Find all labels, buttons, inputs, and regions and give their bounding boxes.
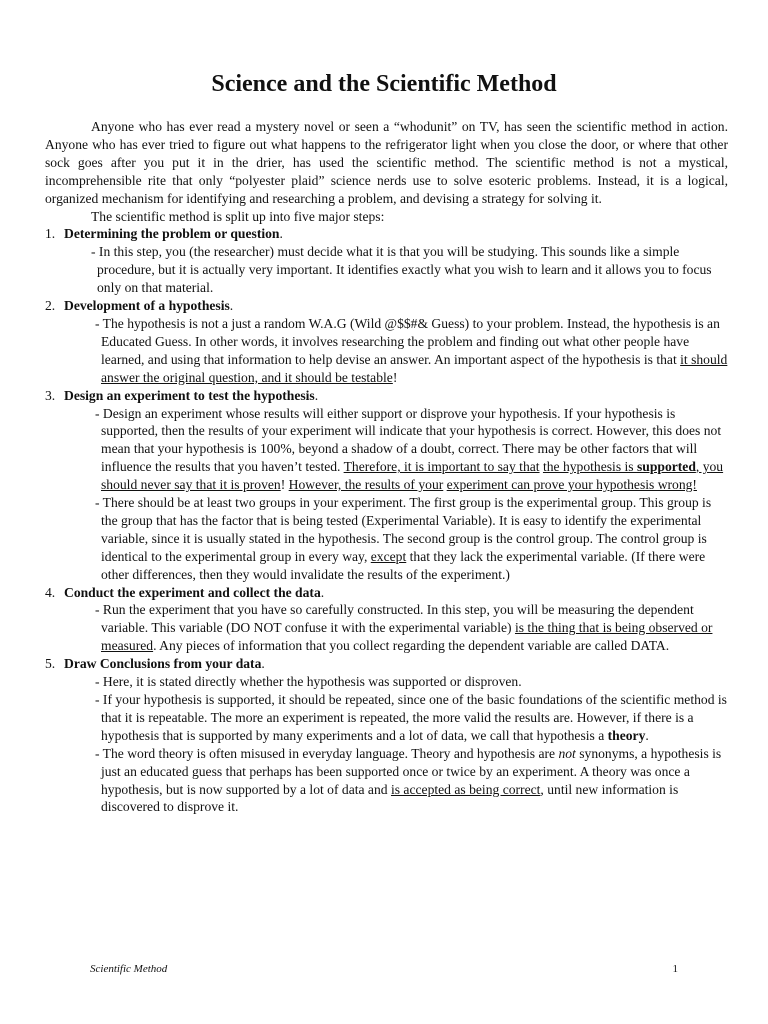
intro-paragraph: Anyone who has ever read a mystery novel or seen a “whodunit” on TV, has seen the scientific method in action. Anyone who has ever tried to figure out what happens to the refrigerator light when you close the door, or where that other sock goes after you put it in the drier, has used the scientific method. The scientific method is not a mystical, incomprehensible rite that only “polyester plaid” science nerds use to solve esoteric problems. Instead, it is a logical, organized mechanism for identifying and researching a problem, and devising a strategy for solving it.: [45, 119, 728, 206]
step-title: Draw Conclusions from your data: [64, 656, 262, 672]
bold-text: theory: [607, 727, 646, 743]
step-title: Development of a hypothesis: [64, 298, 230, 314]
step-2: 2. Development of a hypothesis. - The hypothesis is not a just a random W.A.G (Wild @$$#& Guess) to your problem. Instead, the hypothesis is an Educated Guess. In other words, it involves researching the problem and finding out what other people have learned, and using that information to help devise an answer. An important aspect of the hypothesis is that it should answer the original question, and it should be testable!: [45, 298, 728, 385]
text-run: that they lack the experimental variable. (If there were other differences, then they would invalidate the results of the experiment.): [101, 548, 706, 582]
text-run: - Run the experiment that you have so carefully constructed. In this step, you will be measuring the dependent variable. This variable (DO NOT confuse it with the experimental variable): [95, 602, 694, 636]
step-title: Determining the problem or question: [64, 226, 280, 242]
page-number: 1: [672, 963, 678, 975]
underlined-text: experiment can prove your hypothesis wrong!: [446, 477, 697, 493]
underlined-text: is accepted as being correct: [390, 781, 541, 797]
step-5-bullet-1: - Here, it is stated directly whether the hypothesis was supported or disproven.: [95, 674, 522, 690]
underlined-text: except: [370, 548, 407, 564]
step-5: 5. Draw Conclusions from your data. - Here, it is stated directly whether the hypothesis was supported or disproven. - If your hypothesis is supported, it should be repeated, since one of the basic foundations of the scientific method is that it is repeatable. The more an experiment is repeated, the more valid the results are. However, if there is a hypothesis that is supported by many experiments and a lot of data, we call that hypothesis a theory. - The word theory is often misused in everyday language. Theory and hypothesis are not synonyms, a hypothesis is just an educated guess that perhaps has been supported once or twice by an experiment. A theory was once a hypothesis, but is now supported by a lot of data and is accepted as being correct, until new information is discovered to disprove it.: [45, 656, 727, 815]
footer-title: Scientific Method: [90, 963, 168, 975]
step-4-bullet-1: [45, 601, 728, 655]
step-number: 4.: [45, 584, 56, 600]
steps-intro: The scientific method is split up into five major steps:: [91, 208, 385, 224]
underlined-text: is the thing that is being observed or measured: [101, 620, 713, 654]
step-number: 2.: [45, 298, 56, 314]
text-run: - There should be at least two groups in your experiment. The first group is the experimental group. This group is the group that has the factor that is being tested (Experimental Variable). It is easy to identify the experimental variable, since it is usually stated in the hypothesis. The second group is the control group. The control group is identical to the experimental group in every way,: [95, 495, 712, 564]
step-number: 1.: [45, 226, 56, 242]
step-title: Design an experiment to test the hypothesis: [64, 387, 315, 403]
text-run: . Any pieces of information that you collect regarding the dependent variable are called DATA.: [153, 638, 670, 654]
text-run: !: [392, 369, 398, 385]
step-number: 3.: [45, 387, 56, 403]
step-3: 3. Design an experiment to test the hypothesis. - Design an experiment whose results will either support or disprove your hypothesis. If your hypothesis is supported, then the results of your experiment will indicate that your hypothesis is correct. However, this does not mean that your hypothesis is 100%, beyond a shadow of a doubt, correct. There may be other factors that will influence the results that you haven’t tested. Therefore, it is important to say that the hypothesis is supported, you should never say that it is proven! However, the results of your experiment can prove your hypothesis wrong! - There should be at least two groups in your experiment. The first group is the experimental group. This group is the group that has the factor that is being tested (Experimental Variable). It is easy to identify the experimental variable, since it is usually stated in the hypothesis. The second group is the control group. The control group is identical to the experimental group in every way, except that they lack the experimental variable. (If there were other differences, then they would invalidate the results of the experiment.): [45, 387, 728, 584]
step-1-bullet-1: - In this step, you (the researcher) must decide what it is that you will be studying. This sounds like a simple procedure, but it is actually very important. It identifies exactly what you wish to learn and it allows you to focus only on that material.: [91, 244, 712, 296]
text-run: !: [280, 477, 289, 493]
bold-text: supported: [636, 459, 696, 475]
text-run: - The word theory is often misused in everyday language. Theory and hypothesis are: [95, 745, 559, 761]
step-number: 5.: [45, 656, 56, 672]
step-title: Conduct the experiment and collect the data: [64, 584, 321, 600]
step-2-bullet-1: [45, 315, 728, 387]
document-body: [45, 118, 728, 816]
step-3-bullet-2: [45, 494, 728, 584]
underlined-text: Therefore, it is important to say that: [343, 459, 540, 475]
step-3-bullet-1: [45, 405, 728, 495]
text-run: - Design an experiment whose results will either support or disprove your hypothesis. If your hypothesis is supported, then the results of your experiment will indicate that your hypothesis is correct. However, this does not mean that your hypothesis is 100%, beyond a shadow of a doubt, correct. There may be other factors that will influence the results that you haven’t tested.: [95, 405, 722, 475]
italic-text: not: [558, 745, 576, 761]
step-4: 4. Conduct the experiment and collect the data. - Run the experiment that you have so carefully constructed. In this step, you will be measuring the dependent variable. This variable (DO NOT confuse it with the experimental variable) is the thing that is being observed or measured. Any pieces of information that you collect regarding the dependent variable are called DATA.: [45, 584, 728, 656]
text-run: the hypothesis is: [542, 459, 637, 475]
text-run: , you should never say that it is proven: [101, 459, 724, 493]
text-run: , until new information is discovered to disprove it.: [101, 781, 679, 815]
text-run: - If your hypothesis is supported, it should be repeated, since one of the basic foundations of the scientific method is that it is repeatable. The more an experiment is repeated, the more valid the results are. However, if there is a hypothesis that is supported by many experiments and a lot of data, we call that hypothesis a: [95, 692, 727, 743]
page-title: Science and the Scientific Method: [211, 71, 557, 97]
text-run: synonyms, a hypothesis is just an educated guess that perhaps has been supported once or twice by an experiment. A theory was once a hypothesis, but is now supported by a lot of data and: [101, 745, 722, 797]
underlined-text: However, the results of your: [288, 477, 444, 493]
step-1: 1. Determining the problem or question. - In this step, you (the researcher) must decide what it is that you will be studying. This sounds like a simple procedure, but it is actually very important. It identifies exactly what you wish to learn and it allows you to focus only on that material.: [45, 225, 728, 297]
text-run: - The hypothesis is not a just a random W.A.G (Wild @$$#& Guess) to your problem. Instead, the hypothesis is an Educated Guess. In other words, it involves researching the problem and finding out what other people have learned, and using that information to help devise an answer. An important aspect of the hypothesis is that: [95, 315, 720, 367]
step-5-bullet-3: [45, 745, 728, 817]
text-run: .: [645, 727, 649, 743]
step-5-bullet-2: [45, 691, 728, 745]
underlined-text: it should answer the original question, and it should be testable: [101, 351, 728, 385]
